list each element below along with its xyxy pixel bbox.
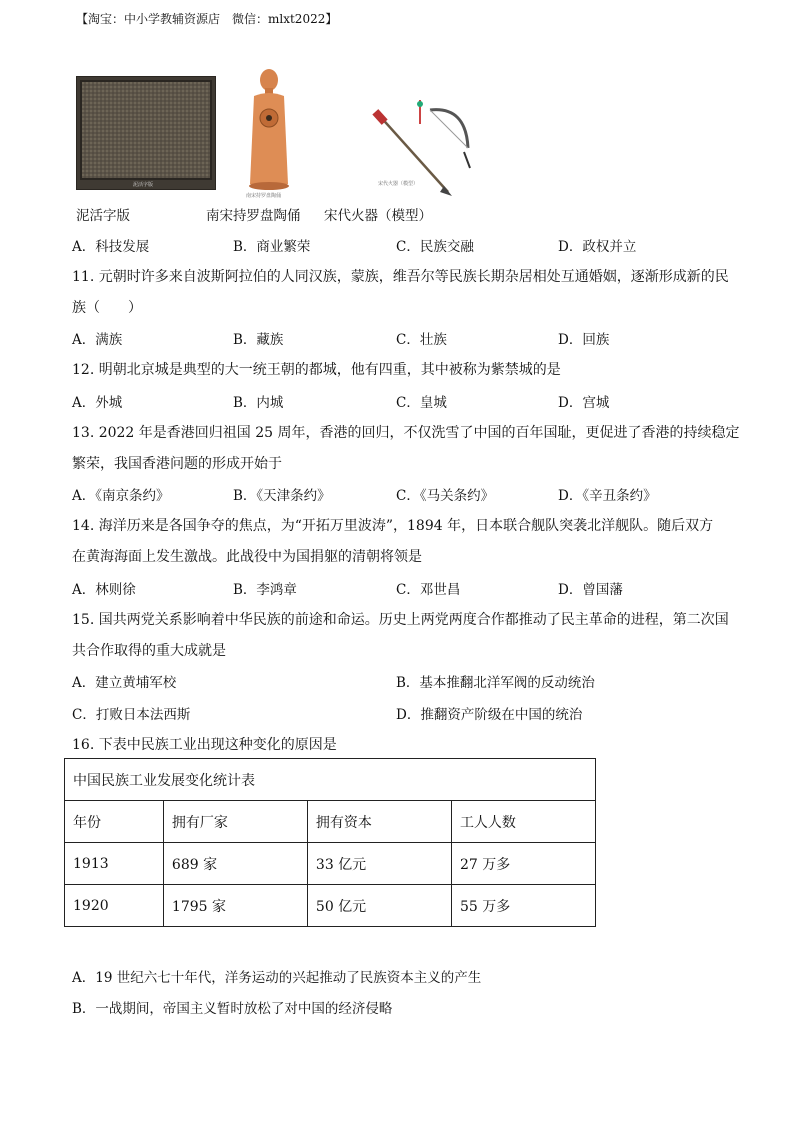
- table-cell: 55 万多: [451, 885, 595, 927]
- caption-clay-type: 泥活字版: [76, 208, 130, 224]
- clay-type-grid-icon: [77, 77, 215, 189]
- q13-option-b: B．《天津条约》: [233, 488, 331, 504]
- table-cell: 1795 家: [163, 885, 307, 927]
- q16-stem: 16. 下表中民族工业出现这种变化的原因是: [72, 737, 337, 753]
- figurine-icon: [240, 66, 298, 196]
- q10-option-d: D．政权并立: [558, 239, 637, 255]
- weapons-small-caption: 宋代火器（模型）: [378, 181, 419, 187]
- q11-option-d: D．回族: [558, 332, 610, 348]
- q16-option-b: B．一战期间，帝国主义暂时放松了对中国的经济侵略: [72, 1001, 393, 1017]
- q11-stem-line2: 族（ ）: [72, 300, 142, 316]
- pottery-figurine-image: [240, 66, 298, 199]
- table-cell: 1913: [65, 843, 164, 885]
- table-header-cell: 拥有资本: [307, 801, 451, 843]
- q13-option-c: C．《马关条约》: [396, 488, 495, 504]
- q12-stem: 12. 明朝北京城是典型的大一统王朝的都城，他有四重，其中被称为紫禁城的是: [72, 362, 561, 378]
- q13-stem-line1: 13. 2022 年是香港回归祖国 25 周年，香港的回归，不仅洗雪了中国的百年国耻，更促进了香港的持续稳定: [72, 425, 740, 441]
- q10-option-b: B．商业繁荣: [233, 239, 311, 255]
- q13-stem-line2: 繁荣，我国香港问题的形成开始于: [72, 456, 282, 472]
- q14-option-c: C．邓世昌: [396, 582, 461, 598]
- caption-firearm: 宋代火器（模型）: [324, 208, 432, 224]
- q16-option-a: A．19 世纪六七十年代，洋务运动的兴起推动了民族资本主义的产生: [72, 970, 482, 986]
- industry-stats-table: [64, 758, 596, 927]
- q15-option-d: D．推翻资产阶级在中国的统治: [396, 707, 583, 723]
- table-header-cell: 工人人数: [451, 801, 595, 843]
- q14-option-a: A．林则徐: [72, 582, 136, 598]
- q14-stem-line1: 14. 海洋历来是各国争夺的焦点，为“开拓万里波涛”，1894 年，日本联合舰队突袭北洋舰队。随后双方: [72, 518, 714, 534]
- table-cell: 27 万多: [451, 843, 595, 885]
- tablet-small-caption: 泥活字版: [133, 182, 154, 188]
- q12-option-a: A．外城: [72, 395, 123, 411]
- q13-option-d: D．《辛丑条约》: [558, 488, 657, 504]
- table-header-cell: 拥有厂家: [163, 801, 307, 843]
- q10-option-c: C．民族交融: [396, 239, 474, 255]
- q15-stem-line2: 共合作取得的重大成就是: [72, 643, 226, 659]
- q11-option-b: B．藏族: [233, 332, 284, 348]
- q14-option-d: D．曾国藩: [558, 582, 623, 598]
- table-row: [65, 885, 596, 927]
- table-title-row: [65, 759, 596, 801]
- clay-movable-type-image: [76, 76, 216, 190]
- q10-option-a: A．科技发展: [72, 239, 150, 255]
- table-cell: 1920: [65, 885, 164, 927]
- q12-option-d: D．宫城: [558, 395, 610, 411]
- q15-option-b: B．基本推翻北洋军阀的反动统治: [396, 675, 595, 691]
- q14-option-b: B．李鸿章: [233, 582, 297, 598]
- caption-figurine: 南宋持罗盘陶俑: [206, 208, 301, 224]
- q11-option-c: C．壮族: [396, 332, 447, 348]
- figurine-small-caption: 南宋持罗盘陶俑: [246, 193, 282, 199]
- q12-option-c: C．皇城: [396, 395, 447, 411]
- table-header-row: [65, 801, 596, 843]
- q12-option-b: B．内城: [233, 395, 284, 411]
- song-firearm-image: [370, 96, 474, 196]
- table-header-cell: 年份: [65, 801, 164, 843]
- table-title: 中国民族工业发展变化统计表: [65, 759, 596, 801]
- table-cell: 33 亿元: [307, 843, 451, 885]
- q11-stem-line1: 11. 元朝时许多来自波斯阿拉伯的人同汉族，蒙族，维吾尔等民族长期杂居相处互通婚姻，逐渐形成新的民: [72, 269, 729, 285]
- table-row: [65, 843, 596, 885]
- q11-option-a: A．满族: [72, 332, 123, 348]
- page-header: 【淘宝：中小学教辅资源店 微信：mlxt2022】: [76, 12, 338, 26]
- q15-stem-line1: 15. 国共两党关系影响着中华民族的前途和命运。历史上两党两度合作都推动了民主革命的进程，第二次国: [72, 612, 729, 628]
- q15-option-a: A．建立黄埔军校: [72, 675, 177, 691]
- table-cell: 50 亿元: [307, 885, 451, 927]
- table-cell: 689 家: [163, 843, 307, 885]
- q13-option-a: A．《南京条约》: [72, 488, 170, 504]
- q15-option-c: C．打败日本法西斯: [72, 707, 191, 723]
- q14-stem-line2: 在黄海海面上发生激战。此战役中为国捐躯的清朝将领是: [72, 549, 422, 565]
